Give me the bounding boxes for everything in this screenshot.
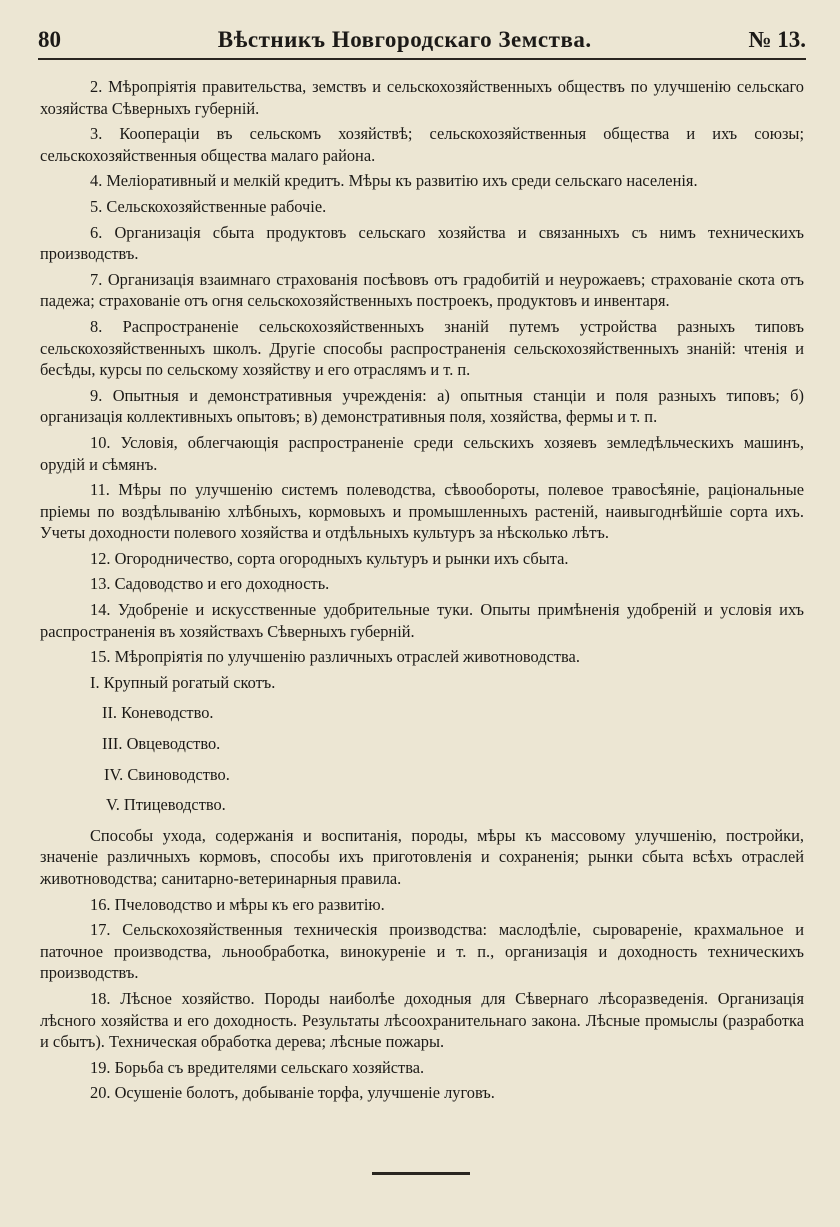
list-item: 14. Удобреніе и искусственные удобрительные туки. Опыты примѣненія удобреній и условія ихъ распространенія въ хозяйствахъ Сѣверныхъ губерній.	[40, 600, 804, 641]
sub-item: III. Овцеводство.	[102, 734, 221, 754]
list-item: 7. Организація взаимнаго страхованія посѣвовъ отъ градобитій и неурожаевъ; страхованіе скота отъ падежа; страхованіе отъ огня сельскохозяйственныхъ построекъ, продуктовъ и инвентаря.	[40, 269, 804, 311]
list-item: 17. Сельскохозяйственныя техническія производства: маслодѣліе, сыровареніе, крахмальное и паточное производства, льнообработка, винокуреніе и т. п., организація и доходность техническихъ производствъ.	[40, 920, 804, 983]
list-item: 4. Меліоративный и мелкій кредитъ. Мѣры къ развитію ихъ среди сельскаго населенія.	[90, 171, 698, 191]
list-item: 3. Коопераціи въ сельскомъ хозяйствѣ; сельскохозяйственныя общества и ихъ союзы; сельскохозяйственныя общества малаго района.	[40, 124, 804, 165]
list-item: 16. Пчеловодство и мѣры къ его развитію.	[90, 894, 385, 914]
sub-items-note: Способы ухода, содержанія и воспитанія, породы, мѣры къ массовому улучшенію, постройки, значеніе различныхъ кормовъ, способы ихъ приготовленія и сохраненія; рынки сбыта всѣхъ отраслей животноводства; санитарно-ветеринарныя правила.	[40, 825, 804, 888]
list-item: 15. Мѣропріятія по улучшенію различныхъ отраслей животноводства.	[90, 647, 580, 667]
list-item: 19. Борьба съ вредителями сельскаго хозяйства.	[90, 1057, 425, 1077]
list-item: 13. Садоводство и его доходность.	[90, 574, 330, 594]
running-header	[38, 22, 806, 58]
list-item: 18. Лѣсное хозяйство. Породы наиболѣе доходныя для Сѣвернаго лѣсоразведенія. Организація лѣсного хозяйства и его доходность. Результаты лѣсоохранительнаго закона. Лѣсные промыслы (разработка и сбытъ). Техническая обработка дерева; лѣсные пожары.	[40, 988, 804, 1052]
list-item: 12. Огородничество, сорта огородныхъ культуръ и рынки ихъ сбыта.	[90, 548, 569, 568]
list-item: 9. Опытныя и демонстративныя учрежденія: а) опытныя станціи и поля разныхъ типовъ; б) организація коллективныхъ опытовъ; в) демонстративныя поля, хозяйства, фермы и т. п.	[40, 385, 804, 427]
sub-item: IV. Свиноводство.	[104, 764, 230, 784]
page-number: 80	[38, 27, 61, 52]
sub-item: II. Коневодство.	[102, 703, 214, 723]
end-rule	[372, 1172, 470, 1175]
list-item: 6. Организація сбыта продуктовъ сельскаго хозяйства и связанныхъ съ нимъ техническихъ производствъ.	[40, 222, 804, 264]
sub-item: V. Птицеводство.	[106, 795, 226, 815]
list-item: 10. Условія, облегчающія распространеніе среди сельскихъ хозяевъ земледѣльческихъ машинъ, орудій и сѣмянъ.	[40, 432, 804, 474]
issue-number: № 13.	[748, 27, 806, 52]
list-item: 2. Мѣропріятія правительства, земствъ и сельскохозяйственныхъ обществъ по улучшенію сельскаго хозяйства Сѣверныхъ губерній.	[40, 77, 804, 118]
list-item: 20. Осушеніе болотъ, добываніе торфа, улучшеніе луговъ.	[90, 1083, 495, 1103]
page-body	[40, 76, 804, 1108]
header-rule	[38, 58, 806, 60]
list-item: 5. Сельскохозяйственные рабочіе.	[90, 196, 327, 216]
sub-item: I. Крупный рогатый скотъ.	[90, 672, 276, 692]
list-item: 11. Мѣры по улучшенію системъ полеводства, сѣвообороты, полевое травосѣяніе, раціональные пріемы по воздѣлыванію хлѣбныхъ, кормовыхъ и промышленныхъ растеній, наивыгоднѣйшіе сорта ихъ. Учеты доходности полевого хозяйства и отдѣльныхъ культуръ за нѣсколько лѣтъ.	[40, 480, 804, 543]
list-item: 8. Распространеніе сельскохозяйственныхъ знаній путемъ устройства разныхъ типовъ сельскохозяйственныхъ школъ. Другіе способы распространенія сельскохозяйственныхъ знаній: чтенія и бесѣды, курсы по сельскому хозяйству и его отраслямъ и т. п.	[40, 316, 804, 380]
journal-title: Вѣстникъ Новгородскаго Земства.	[217, 27, 592, 52]
